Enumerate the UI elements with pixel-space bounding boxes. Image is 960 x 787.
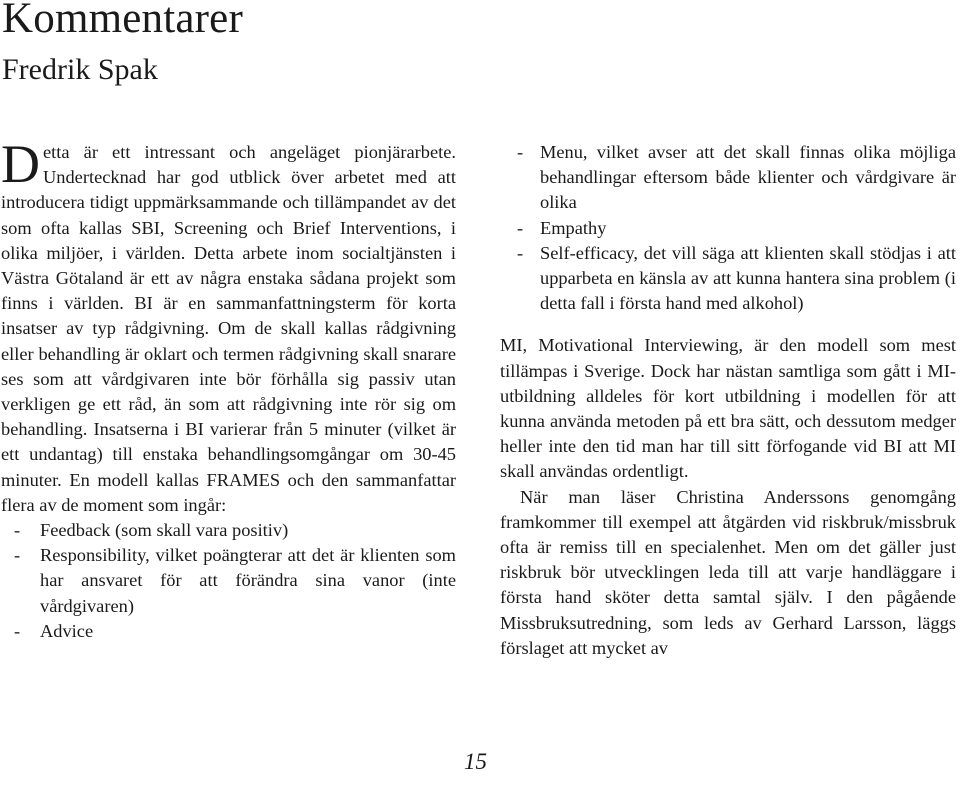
list-item: - Menu, vilket avser att det skall finnas olika möjliga behandlingar eftersom både klienter och vårdgivare är olika <box>500 140 956 216</box>
list-item: - Self-efficacy, det vill säga att klienten skall stödjas i att upparbeta en känsla av att kunna hantera sina problem (i detta fall i första hand med alkohol) <box>500 241 956 317</box>
list-item: - Responsibility, vilket poängterar att det är klienten som har ansvaret för att förändra sina vanor (inte vårdgivaren) <box>1 543 456 619</box>
author-name: Fredrik Spak <box>2 53 158 86</box>
intro-paragraph-text: etta är ett intressant och angeläget pionjärarbete. Undertecknad har god utblick över arbetet med att introducera tidigt uppmärksammande och tillämpandet av det som ofta kallas SBI, Screening och Brief Interventions, i olika miljöer, i världen. Detta arbete inom socialtjänsten i Västra Götaland är ett av några enstaka sådana projekt som finns i världen. BI är en sammanfattningsterm för korta insatser av typ rådgivning. Om de skall kallas rådgivning eller behandling är oklart och termen rådgivning skall snarare ses som att vårdgivaren inte bör förhålla sig passiv utan verkligen ge ett råd, än som att rådgivning inte rör sig om behandling. Insatserna i BI varierar från 5 minuter (vilket är ett undantag) till enstaka behandlingsomgångar om 30-45 minuter. En modell kallas FRAMES och den sammanfattar flera av de moment som ingår: <box>1 142 456 515</box>
right-column <box>500 140 956 661</box>
frames-list-continued <box>500 140 956 316</box>
list-item: - Advice <box>1 619 456 644</box>
drop-cap: D <box>1 134 40 194</box>
page-title: Kommentarer <box>2 0 243 42</box>
mi-paragraph: MI, Motivational Interviewing, är den modell som mest tillämpas i Sverige. Dock har nästan samtliga som gått i MI-utbildning alldeles för kort utbildning i modellen för att kunna använda metoden på ett bra sätt, och dessutom medger heller inte den tid man har till sitt förfogande vid BI att MI skall användas ordentligt. <box>500 335 956 482</box>
list-item: - Empathy <box>500 216 956 241</box>
andersson-paragraph: När man läser Christina Anderssons genomgång framkommer till exempel att åtgärden vid riskbruk/missbruk ofta är remiss till en specialenhet. Men om det gäller just riskbruk bör utvecklingen leda till att varje handläggare i första hand sköter detta samtal själv. I den pågående Missbruksutredning, som leds av Gerhard Larsson, läggs förslaget att mycket av <box>500 486 956 658</box>
intro-paragraph <box>1 134 456 518</box>
left-column <box>1 134 456 644</box>
frames-list <box>1 518 456 644</box>
list-item: - Feedback (som skall vara positiv) <box>1 518 456 543</box>
page-number: 15 <box>464 749 487 774</box>
